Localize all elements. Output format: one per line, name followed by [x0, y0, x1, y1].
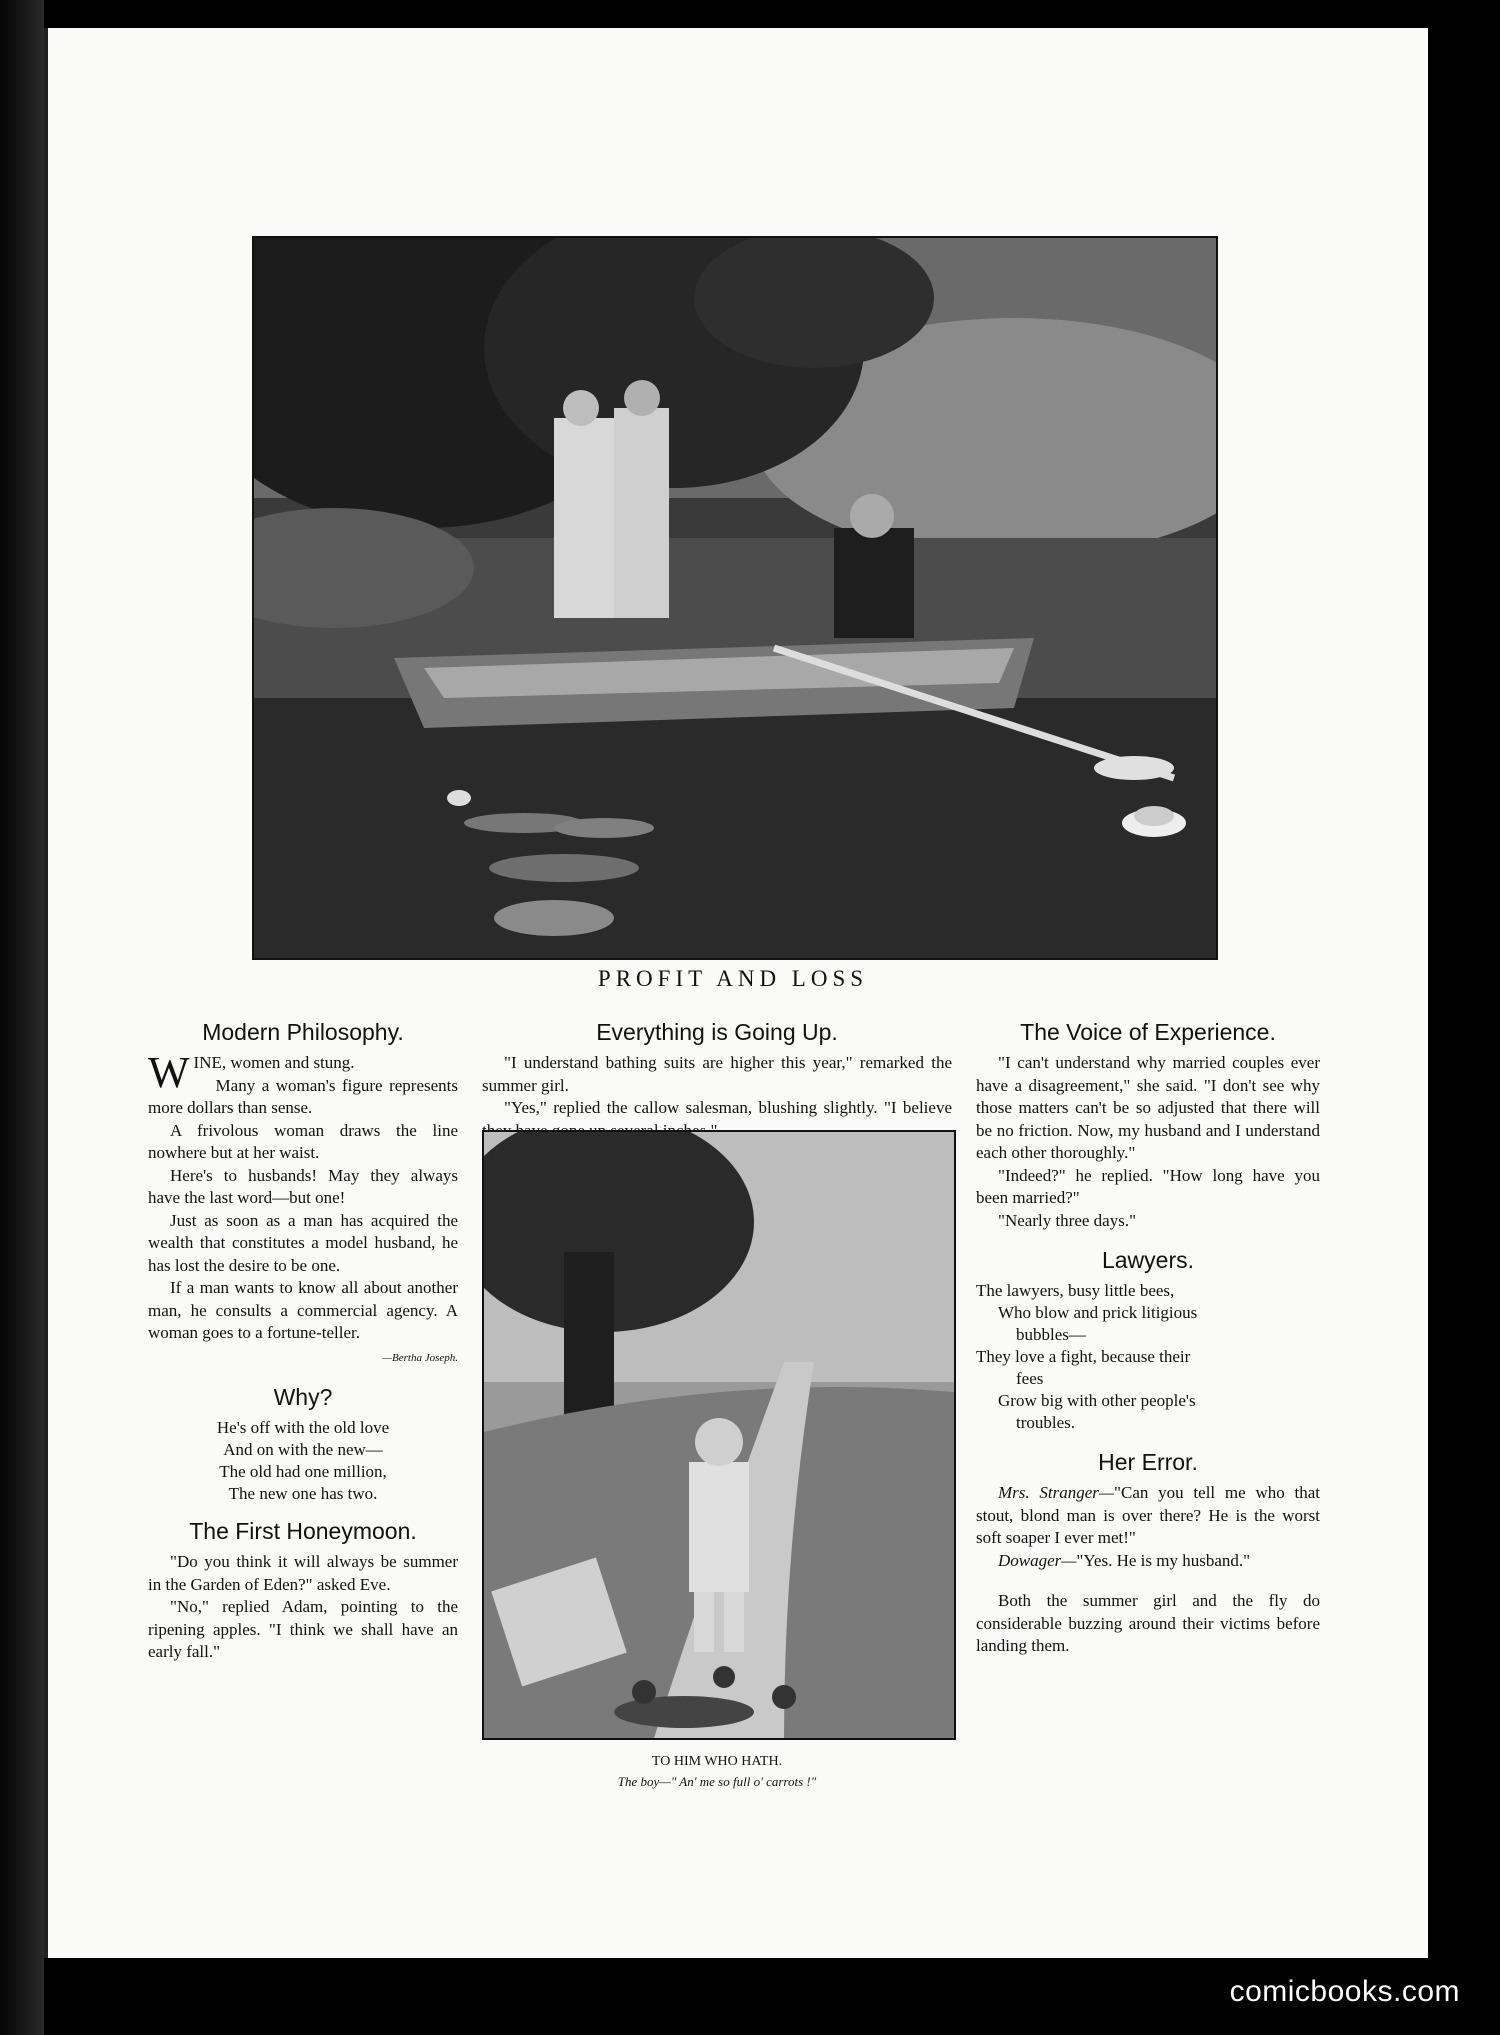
modern-philosophy-p4: Here's to husbands! May they always have the last word—but one!	[148, 1165, 458, 1207]
verse-line: They love a fight, because their	[976, 1347, 1191, 1366]
verse-line: troubles.	[1016, 1413, 1076, 1432]
modern-philosophy-p2: Many a woman's figure represents more dollars than sense.	[148, 1075, 458, 1117]
first-honeymoon-p1: "Do you think it will always be summer in the Garden of Eden?" asked Eve.	[148, 1552, 458, 1594]
why-poem	[148, 1417, 458, 1505]
voice-of-experience-p1: "I can't understand why married couples ever have a disagreement," she said. "I don't see why those matters can't be so adjusted that there will be no friction. Now, my husband and I understand each other thoroughly."	[976, 1053, 1320, 1162]
her-error-p1: "Can you tell me who that stout, blond man is over there? He is the worst soft soaper I ever met!"	[976, 1483, 1321, 1547]
modern-philosophy-p3: A frivolous woman draws the line nowhere but at her waist.	[148, 1120, 458, 1162]
everything-going-up-p1: "I understand bathing suits are higher this year," remarked the summer girl.	[482, 1053, 952, 1095]
poem-line: The old had one million,	[219, 1462, 387, 1481]
speaker-dowager: Dowager—	[998, 1550, 1077, 1570]
her-error-p3: Both the summer girl and the fly do considerable buzzing around their victims before landing them.	[976, 1591, 1320, 1655]
main-illustration-caption: PROFIT AND LOSS	[597, 966, 869, 991]
left-column	[148, 1018, 458, 1664]
poem-line: He's off with the old love	[216, 1418, 390, 1437]
verse-line: Who blow and prick litigious	[998, 1303, 1198, 1322]
magazine-page	[44, 28, 1428, 1958]
small-illustration-caption	[482, 1752, 952, 1792]
everything-going-up-title: Everything is Going Up.	[596, 1019, 838, 1045]
her-error-p2: "Yes. He is my husband."	[1076, 1550, 1251, 1570]
caption-line-1: TO HIM WHO HATH.	[651, 1754, 783, 1769]
verse-line: fees	[1016, 1369, 1044, 1388]
modern-philosophy-p1: INE, women and stung.	[193, 1053, 355, 1072]
voice-of-experience-title: The Voice of Experience.	[1020, 1019, 1276, 1045]
adjacent-page-edge	[0, 0, 44, 2035]
verse-line: bubbles—	[1016, 1325, 1086, 1344]
first-honeymoon-p2: "No," replied Adam, pointing to the ripening apples. "I think we shall have an early fall."	[148, 1597, 458, 1661]
modern-philosophy-title: Modern Philosophy.	[202, 1019, 404, 1045]
why-title: Why?	[273, 1384, 333, 1410]
poem-line: The new one has two.	[228, 1484, 378, 1503]
profit-and-loss-illustration	[252, 236, 1218, 960]
author-credit: —Bertha Joseph.	[382, 1351, 458, 1364]
verse-line: The lawyers, busy little bees,	[976, 1281, 1175, 1300]
poem-line: And on with the new—	[223, 1440, 383, 1459]
everything-going-up-p2: "Yes," replied the callow salesman, blushing slightly. "I believe	[504, 1098, 952, 1117]
lawyers-title: Lawyers.	[1101, 1247, 1195, 1273]
voice-of-experience-p3: "Nearly three days."	[998, 1210, 1137, 1230]
right-column	[976, 1018, 1320, 1658]
lawyers-verse	[976, 1280, 1320, 1434]
modern-philosophy-p6: If a man wants to know all about another man, he consults a commercial agency. A woman goes to a fortune-teller.	[148, 1278, 458, 1342]
her-error-title: Her Error.	[1098, 1449, 1198, 1475]
middle-column	[482, 1018, 952, 1142]
site-watermark: comicbooks.com	[1229, 1975, 1460, 2008]
first-honeymoon-title: The First Honeymoon.	[189, 1518, 417, 1544]
modern-philosophy-p5: Just as soon as a man has acquired the wealth that constitutes a model husband, he has lost the desire to be one.	[148, 1210, 458, 1275]
voice-of-experience-p2: "Indeed?" he replied. "How long have you been married?"	[976, 1165, 1320, 1207]
drop-cap: W	[148, 1048, 190, 1097]
caption-line-2: The boy—" An' me so full o' carrots !"	[617, 1774, 817, 1789]
speaker-mrs-stranger: Mrs. Stranger—	[998, 1483, 1115, 1502]
verse-line: Grow big with other people's	[998, 1391, 1196, 1410]
to-him-who-hath-illustration	[482, 1130, 956, 1740]
